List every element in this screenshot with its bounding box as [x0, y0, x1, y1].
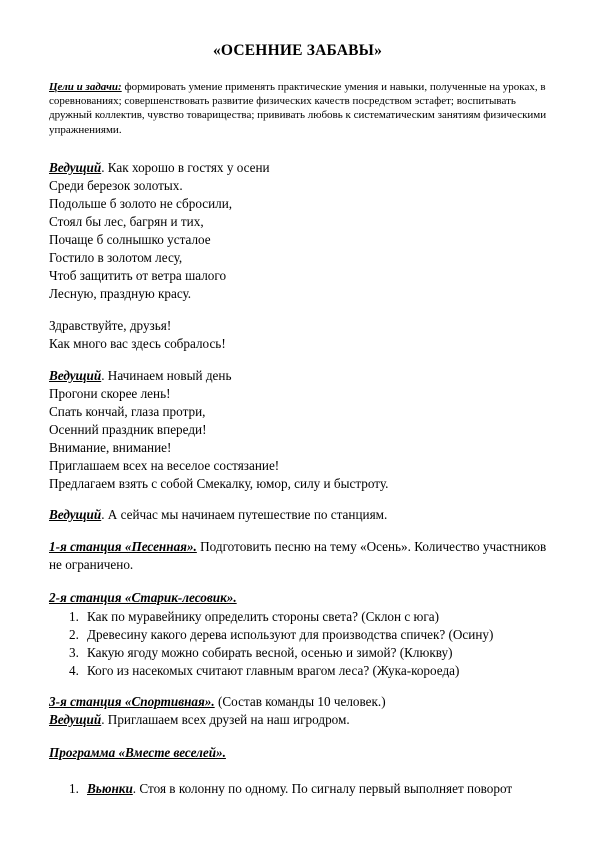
verse1-line: Лесную, праздную красу. — [49, 286, 192, 301]
game-item: 1. Вьюнки. Стоя в колонну по одному. По сигналу первый выполняет поворот — [69, 781, 513, 796]
program-heading: Программа «Вместе веселей». — [49, 745, 226, 760]
verse1-line: Среди березок золотых. — [49, 178, 183, 193]
station3-host-line: Ведущий. Приглашаем всех друзей на наш игродром. — [49, 712, 350, 727]
verse1-line: Почаще б солнышко усталое — [49, 232, 211, 247]
verse1-line: Гостило в золотом лесу, — [49, 250, 183, 265]
station3-label: 3-я станция «Спортивная». — [49, 694, 215, 709]
verse2-line: Приглашаем всех на веселое состязание! — [49, 458, 280, 473]
station1-paragraph — [49, 538, 549, 573]
goals-text: формировать умение применять практические умения и навыки, полученные на уроках, в соревнованиях; совершенствовать развитие физических качеств посредством эстафет; воспитывать дружный коллектив, чувство товарищества; прививать любовь к систематическим занятиям физическими упражнениями. — [49, 81, 547, 136]
list-item: 4. Кого из насекомых считают главным врагом леса? (Жука-короеда) — [69, 663, 460, 678]
host-label: Ведущий — [49, 160, 102, 175]
verse1-line: Подольше б золото не сбросили, — [49, 196, 233, 211]
verse3-line: Ведущий. А сейчас мы начинаем путешествие по станциям. — [49, 507, 388, 522]
host-label: Ведущий — [49, 368, 102, 383]
verse1-line: Стоял бы лес, багрян и тих, — [49, 214, 204, 229]
list-item: 3. Какую ягоду можно собирать весной, осенью и зимой? (Клюкву) — [69, 645, 453, 660]
verse2-line: Внимание, внимание! — [49, 440, 172, 455]
station3-line: 3-я станция «Спортивная». (Состав команды 10 человек.) — [49, 694, 386, 709]
station1-text: Подготовить песню на тему «Осень». Количество участников не ограничено. — [49, 539, 547, 572]
goals-paragraph — [49, 80, 559, 137]
verse2-line: Осенний праздник впереди! — [49, 422, 207, 437]
verse2-line: Спать кончай, глаза протри, — [49, 404, 206, 419]
verse2-line: Прогони скорее лень! — [49, 386, 171, 401]
verse1-first-line: Ведущий. Как хорошо в гостях у осени — [49, 160, 270, 175]
list-item: 1. Как по муравейнику определить стороны света? (Склон с юга) — [69, 609, 439, 624]
verse1-line: Чтоб защитить от ветра шалого — [49, 268, 227, 283]
goals-label: Цели и задачи: — [49, 81, 122, 93]
verse2-first-line: Ведущий. Начинаем новый день — [49, 368, 232, 383]
host-label: Ведущий — [49, 507, 102, 522]
host-label: Ведущий — [49, 712, 102, 727]
greeting-line: Как много вас здесь собралось! — [49, 336, 226, 351]
list-item: 2. Древесину какого дерева используют для производства спичек? (Осину) — [69, 627, 494, 642]
game-label: Вьюнки — [87, 781, 133, 796]
verse2-line: Предлагаем взять с собой Смекалку, юмор, силу и быстроту. — [49, 476, 389, 491]
greeting-line: Здравствуйте, друзья! — [49, 318, 172, 333]
station1-label: 1-я станция «Песенная». — [49, 539, 197, 554]
document-title: «ОСЕННИЕ ЗАБАВЫ» — [212, 42, 383, 59]
station2-label: 2-я станция «Старик-лесовик». — [49, 590, 237, 605]
